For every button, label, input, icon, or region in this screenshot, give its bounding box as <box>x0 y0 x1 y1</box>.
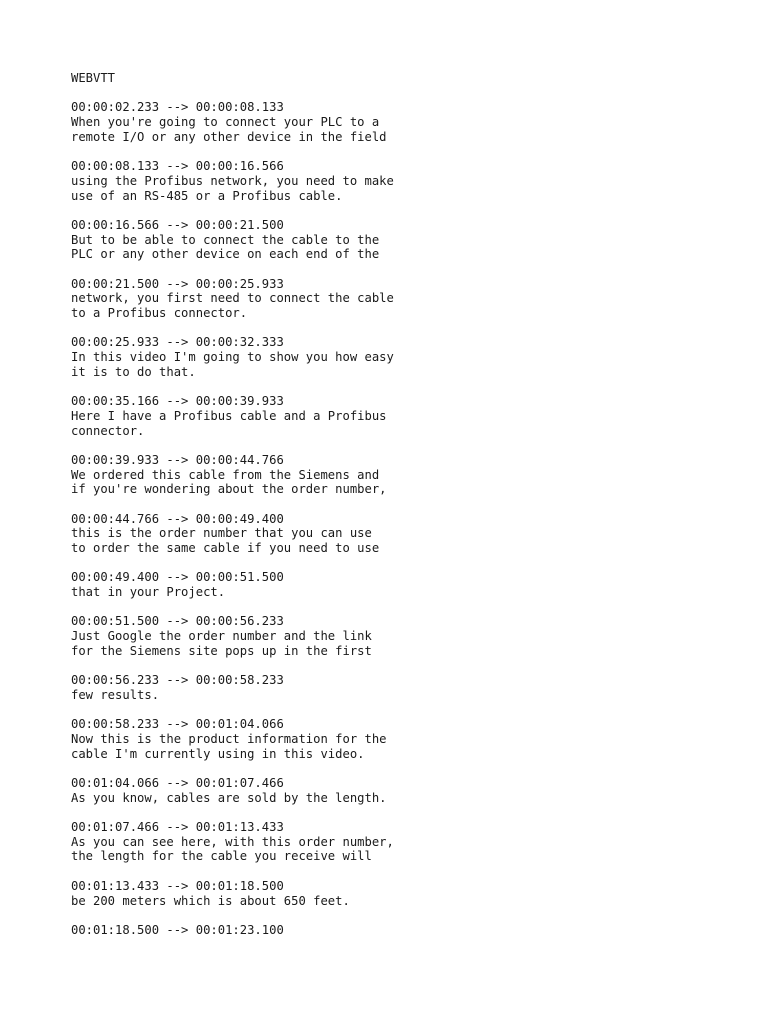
cue-text-line: network, you first need to connect the cable <box>71 291 394 306</box>
cue-timing: 00:00:21.500 --> 00:00:25.933 <box>71 276 284 291</box>
subtitle-cue <box>71 100 751 144</box>
cue-timing: 00:00:56.233 --> 00:00:58.233 <box>71 673 284 688</box>
cue-timing: 00:00:58.233 --> 00:01:04.066 <box>71 717 284 732</box>
subtitle-cue <box>71 218 751 262</box>
webvtt-header: WEBVTT <box>71 71 116 85</box>
cue-timing: 00:00:35.166 --> 00:00:39.933 <box>71 394 284 409</box>
subtitle-cue <box>71 335 751 379</box>
cue-timing: 00:01:04.066 --> 00:01:07.466 <box>71 776 284 790</box>
subtitle-cue <box>71 673 751 702</box>
subtitle-cue <box>71 717 751 761</box>
cue-timing: 00:01:13.433 --> 00:01:18.500 <box>71 878 284 893</box>
cue-text-line: cable I'm currently using in this video. <box>71 746 365 761</box>
cue-text-line: Now this is the product information for the <box>71 731 387 746</box>
cue-text-line: few results. <box>71 687 160 702</box>
cue-text-line: that in your Project. <box>71 585 226 600</box>
cue-text-line: In this video I'm going to show you how easy <box>71 350 394 365</box>
cue-text-line: to order the same cable if you need to use <box>71 541 380 555</box>
subtitle-cue <box>71 394 751 438</box>
cue-text-line: remote I/O or any other device in the field <box>71 129 387 144</box>
cue-timing: 00:01:07.466 --> 00:01:13.433 <box>71 820 284 835</box>
cue-text-line: be 200 meters which is about 650 feet. <box>71 893 350 908</box>
subtitle-cue <box>71 820 751 864</box>
cue-timing: 00:00:44.766 --> 00:00:49.400 <box>71 511 284 526</box>
cue-text-line: But to be able to connect the cable to the <box>71 232 380 247</box>
cue-text-line: We ordered this cable from the Siemens and <box>71 467 380 482</box>
subtitle-cue <box>71 614 751 658</box>
cue-list <box>71 100 751 937</box>
cue-timing: 00:00:49.400 --> 00:00:51.500 <box>71 570 284 585</box>
subtitle-cue <box>71 159 751 203</box>
cue-timing: 00:01:18.500 --> 00:01:23.100 <box>71 922 284 937</box>
cue-timing: 00:00:02.233 --> 00:00:08.133 <box>71 100 284 115</box>
cue-timing: 00:00:08.133 --> 00:00:16.566 <box>71 159 284 174</box>
cue-text-line: Here I have a Profibus cable and a Profibus <box>71 408 387 423</box>
cue-text-line: connector. <box>71 423 145 438</box>
cue-timing: 00:00:25.933 --> 00:00:32.333 <box>71 335 284 350</box>
subtitle-cue <box>71 453 751 497</box>
subtitle-cue <box>71 512 751 556</box>
subtitle-cue <box>71 277 751 321</box>
cue-text-line: using the Profibus network, you need to make <box>71 173 394 188</box>
subtitle-cue <box>71 776 751 805</box>
cue-text-line: Just Google the order number and the link <box>71 629 372 644</box>
cue-timing: 00:00:51.500 --> 00:00:56.233 <box>71 614 284 629</box>
cue-timing: 00:00:16.566 --> 00:00:21.500 <box>71 217 284 232</box>
cue-text-line: When you're going to connect your PLC to a <box>71 115 380 130</box>
cue-timing: 00:00:39.933 --> 00:00:44.766 <box>71 452 284 467</box>
transcript-document <box>71 71 751 938</box>
subtitle-cue <box>71 879 751 908</box>
cue-text-line: for the Siemens site pops up in the first <box>71 643 372 658</box>
cue-text-line: the length for the cable you receive will <box>71 849 372 864</box>
cue-text-line: this is the order number that you can use <box>71 526 372 541</box>
cue-text-line: if you're wondering about the order number, <box>71 482 387 497</box>
cue-text-line: to a Profibus connector. <box>71 306 248 320</box>
subtitle-cue <box>71 570 751 599</box>
cue-text-line: As you know, cables are sold by the length. <box>71 790 387 805</box>
cue-text-line: it is to do that. <box>71 364 196 379</box>
subtitle-cue <box>71 923 751 938</box>
cue-text-line: use of an RS-485 or a Profibus cable. <box>71 188 343 203</box>
cue-text-line: PLC or any other device on each end of the <box>71 247 380 262</box>
cue-text-line: As you can see here, with this order number, <box>71 834 394 849</box>
